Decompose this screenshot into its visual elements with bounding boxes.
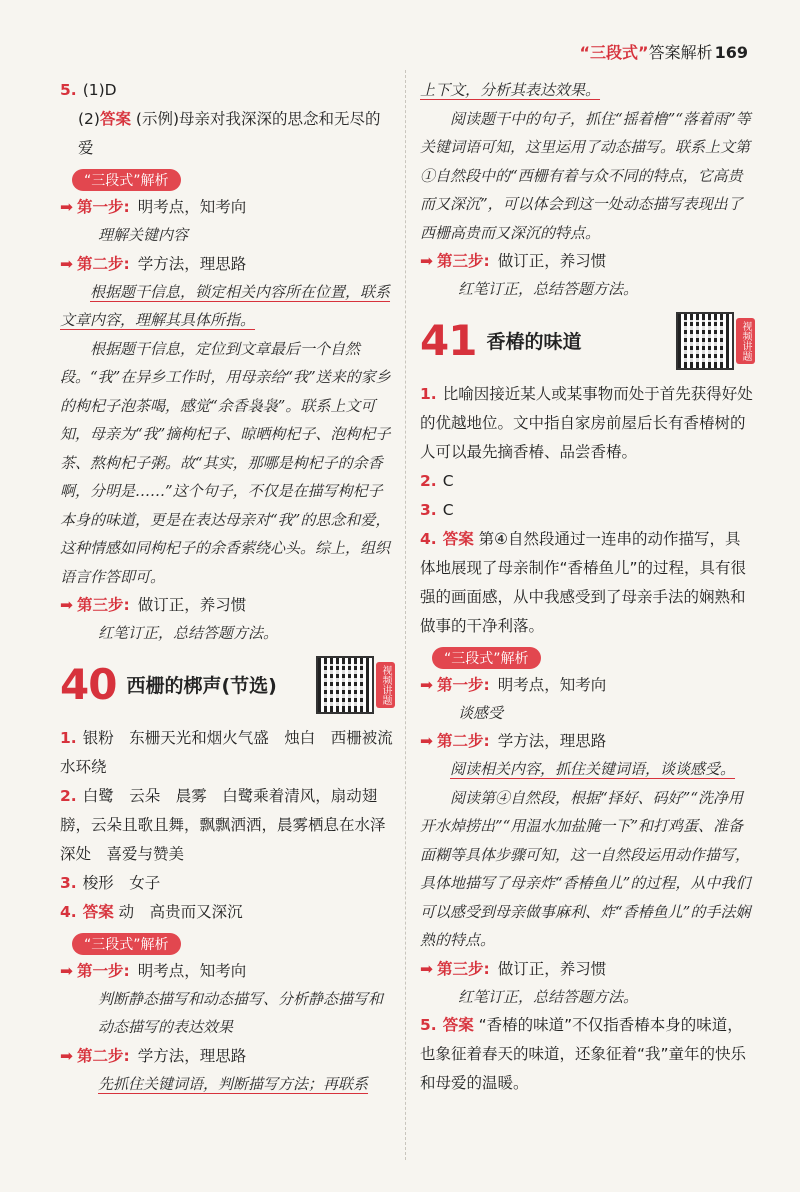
step-one: ➡ 第一步: 明考点，知考向 [60, 961, 247, 980]
answer-tag: 答案 [82, 902, 114, 921]
step-three: ➡ 第三步: 做订正，养习惯 [60, 596, 247, 614]
arrow-icon: ➡ [420, 252, 433, 270]
step-three-note: 红笔订正，总结答题方法。 [98, 624, 279, 642]
step-three-note: 红笔订正，总结答题方法。 [458, 987, 639, 1006]
right-column [420, 76, 755, 1098]
section-41-header [420, 312, 755, 370]
three-step-pill: “三段式”解析 [72, 933, 181, 955]
arrow-icon: ➡ [420, 675, 433, 694]
step-two-analysis: 根据题干信息，定位到文章最后一个自然段。“我”在异乡工作时，用母亲给“我”送来的家乡的枸杞子泡茶喝，感觉“余香袅袅”。联系上文可知，母亲为“我”摘枸杞子、晾晒枸杞子、泡枸杞子茶、熬枸杞子粥。故“其实，那哪是枸杞子的余香啊，分明是……”这个句子，不仅是在描写枸杞子本身的味道，更是在表达母亲对“我”的思念和爱，这种情感如同枸杞子的余香萦绕心头。综上，组织语言作答即可。 [60, 339, 391, 586]
step-two-note: 先抓住关键词语，判断描写方法；再联系 [98, 1074, 369, 1093]
left-column [60, 76, 395, 1098]
q3-answer: 3. C [420, 500, 454, 519]
q2-answer: 2. C [420, 471, 454, 490]
q3-answer: 3. 梭形 女子 [60, 873, 161, 892]
q1-answer: 1. 银粉 东栅天光和烟火气盛 烛白 西栅被流水环绕 [60, 728, 393, 776]
section-number: 40 [60, 660, 117, 709]
step-three-note: 红笔订正，总结答题方法。 [458, 280, 639, 298]
arrow-icon: ➡ [60, 596, 73, 614]
continued-note: 上下文，分析其表达效果。 [420, 81, 601, 99]
step-one-note: 判断静态描写和动态描写、分析静态描写和动态描写的表达效果 [98, 989, 384, 1036]
answer-tag: 答案 [442, 1016, 474, 1034]
step-one: ➡ 第一步: 明考点，知考向 [60, 198, 247, 216]
qr-code-icon[interactable] [676, 312, 734, 370]
q1-answer: 1. 比喻因接近某人或某事物而处于首先获得好处的优越地位。文中指自家房前屋后长有香椿树的人可以最先摘香椿、品尝香椿。 [420, 384, 753, 461]
step-three: ➡ 第三步: 做订正，养习惯 [420, 959, 607, 978]
q5-line2: (2)答案 (示例)母亲对我深深的思念和无尽的爱 [78, 110, 381, 157]
arrow-icon: ➡ [60, 254, 73, 273]
three-step-pill: “三段式”解析 [72, 169, 181, 191]
q4-answer: 4. 答案 动 高贵而又深沉 [60, 902, 243, 921]
answer-tag: 答案 [442, 529, 474, 548]
step-one: ➡ 第一步: 明考点，知考向 [420, 675, 607, 694]
q2-answer: 2. 白鹭 云朵 晨雾 白鹭乘着清风，扇动翅膀，云朵且歌且舞，飘飘洒洒，晨雾栖息在水泽深处 喜爱与赞美 [60, 786, 386, 863]
page-number: 169 [714, 43, 748, 62]
step-one-note: 谈感受 [458, 703, 504, 722]
step-two: ➡ 第二步: 学方法，理思路 [60, 1046, 247, 1065]
page-header [580, 40, 748, 63]
header-subtitle: 答案解析 [648, 43, 713, 62]
arrow-icon: ➡ [60, 1046, 73, 1065]
qr-code-icon[interactable] [316, 656, 374, 714]
video-label: 视频讲题 [736, 318, 755, 364]
continued-analysis: 阅读题干中的句子，抓住“摇着橹”“落着雨”等关键词语可知，这里运用了动态描写。联系上文第①自然段中的“西栅有着与众不同的特点，它高贵而又深沉”，可以体会到这一处动态描写表现出了西栅高贵而又深沉的特点。 [420, 109, 751, 242]
arrow-icon: ➡ [420, 959, 433, 978]
three-step-pill: “三段式”解析 [432, 647, 541, 669]
step-two-analysis: 阅读第④自然段，根据“择好、码好”“洗净用开水焯捞出”“用温水加盐腌一下”和打鸡蛋、准备面糊等具体步骤可知，这一自然段运用动作描写，具体地描写了母亲炸“香椿鱼儿”的过程，从中我们可以感受到母亲做事麻利、炸“香椿鱼儿”的手法娴熟的特点。 [420, 788, 751, 949]
section-title: 香椿的味道 [486, 331, 582, 353]
q4-answer: 4. 答案 第④自然段通过一连串的动作描写，具体地展现了母亲制作“香椿鱼儿”的过程，具有很强的画面感，从中我感受到了母亲手法的娴熟和做事的干净利落。 [420, 529, 747, 635]
section-title: 西栅的梆声(节选) [126, 675, 277, 697]
answer-tag: 答案 [99, 110, 131, 128]
step-two-note: 根据题干信息，锁定相关内容所在位置，联系文章内容，理解其具体所指。 [60, 282, 391, 329]
step-two: ➡ 第二步: 学方法，理思路 [60, 254, 247, 273]
video-label: 视频讲题 [376, 662, 395, 708]
step-three: ➡ 第三步: 做订正，养习惯 [420, 252, 607, 270]
step-one-note: 理解关键内容 [98, 226, 189, 244]
column-divider [405, 70, 406, 1160]
arrow-icon: ➡ [60, 961, 73, 980]
step-two-note: 阅读相关内容，抓住关键词语，谈谈感受。 [450, 760, 736, 778]
q5-line1: 5. (1)D [60, 81, 117, 99]
q5-answer: 5. 答案 “香椿的味道”不仅指香椿本身的味道，也象征着春天的味道，还象征着“我”童年的快乐和母爱的温暖。 [420, 1016, 747, 1092]
arrow-icon: ➡ [420, 732, 433, 750]
section-40-header [60, 656, 395, 714]
header-brand: “三段式” [579, 43, 649, 62]
step-two: ➡ 第二步: 学方法，理思路 [420, 732, 607, 750]
arrow-icon: ➡ [60, 198, 73, 216]
section-number: 41 [420, 316, 477, 365]
